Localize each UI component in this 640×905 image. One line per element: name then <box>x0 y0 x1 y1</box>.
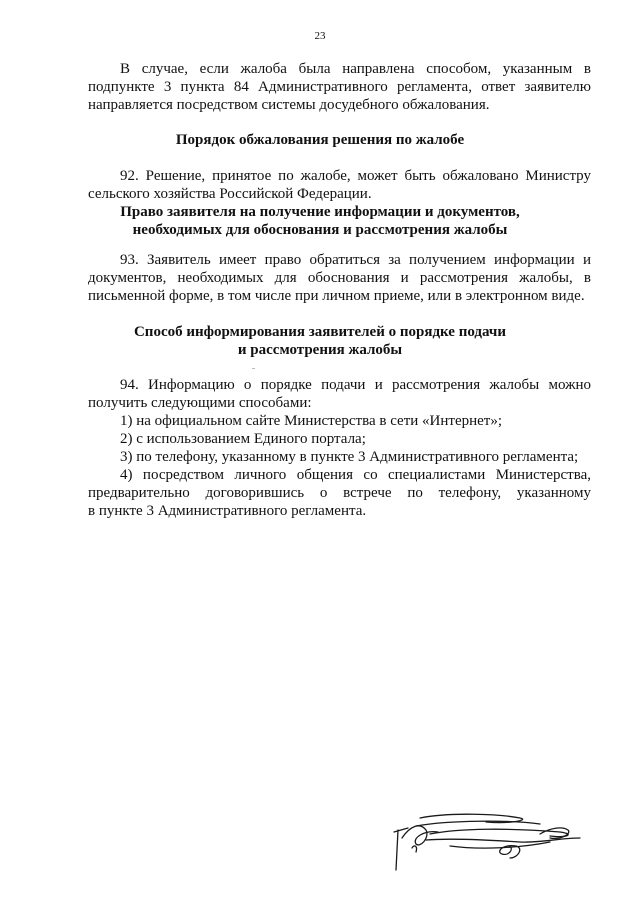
section-heading: Способ информирования заявителей о порядке подачи <box>133 324 507 340</box>
section-heading: и рассмотрения жалобы <box>237 342 403 358</box>
page-number: 23 <box>314 30 326 42</box>
paragraph-line: 92. Решение, принятое по жалобе, может быть обжаловано Министру <box>120 168 591 184</box>
paragraph-line: письменной форме, в том числе при личном приеме, или в электронном виде. <box>88 288 585 304</box>
paragraph-line: в пункте 3 Административного регламента. <box>88 503 367 519</box>
paragraph-line: подпункте 3 пункта 84 Административного регламента, ответ заявителю <box>88 79 591 95</box>
paragraph-line: сельского хозяйства Российской Федерации. <box>88 186 372 202</box>
list-item: 3) по телефону, указанному в пункте 3 Административного регламента; <box>120 449 579 465</box>
list-item: 4) посредством личного общения со специалистами Министерства, <box>120 467 591 483</box>
paragraph-line: 93. Заявитель имеет право обратиться за получением информации и <box>120 252 591 268</box>
paragraph-line: предварительно договорившись о встрече по телефону, указанному <box>88 485 591 501</box>
section-heading: необходимых для обоснования и рассмотрения жалобы <box>132 222 508 238</box>
paragraph-line: В случае, если жалоба была направлена способом, указанным в <box>120 61 591 77</box>
list-item: 2) с использованием Единого портала; <box>120 431 366 447</box>
list-item: 1) на официальном сайте Министерства в сети «Интернет»; <box>120 413 503 429</box>
paragraph-line: направляется посредством системы досудебного обжалования. <box>88 97 490 113</box>
paragraph-line: получить следующими способами: <box>88 395 312 411</box>
signature-image <box>390 808 590 878</box>
scan-artifact <box>252 368 255 369</box>
section-heading: Порядок обжалования решения по жалобе <box>175 132 465 148</box>
section-heading: Право заявителя на получение информации и документов, <box>120 204 520 220</box>
paragraph-line: 94. Информацию о порядке подачи и рассмотрения жалобы можно <box>120 377 591 393</box>
paragraph-line: документов, необходимых для обоснования и рассмотрения жалобы, в <box>88 270 591 286</box>
